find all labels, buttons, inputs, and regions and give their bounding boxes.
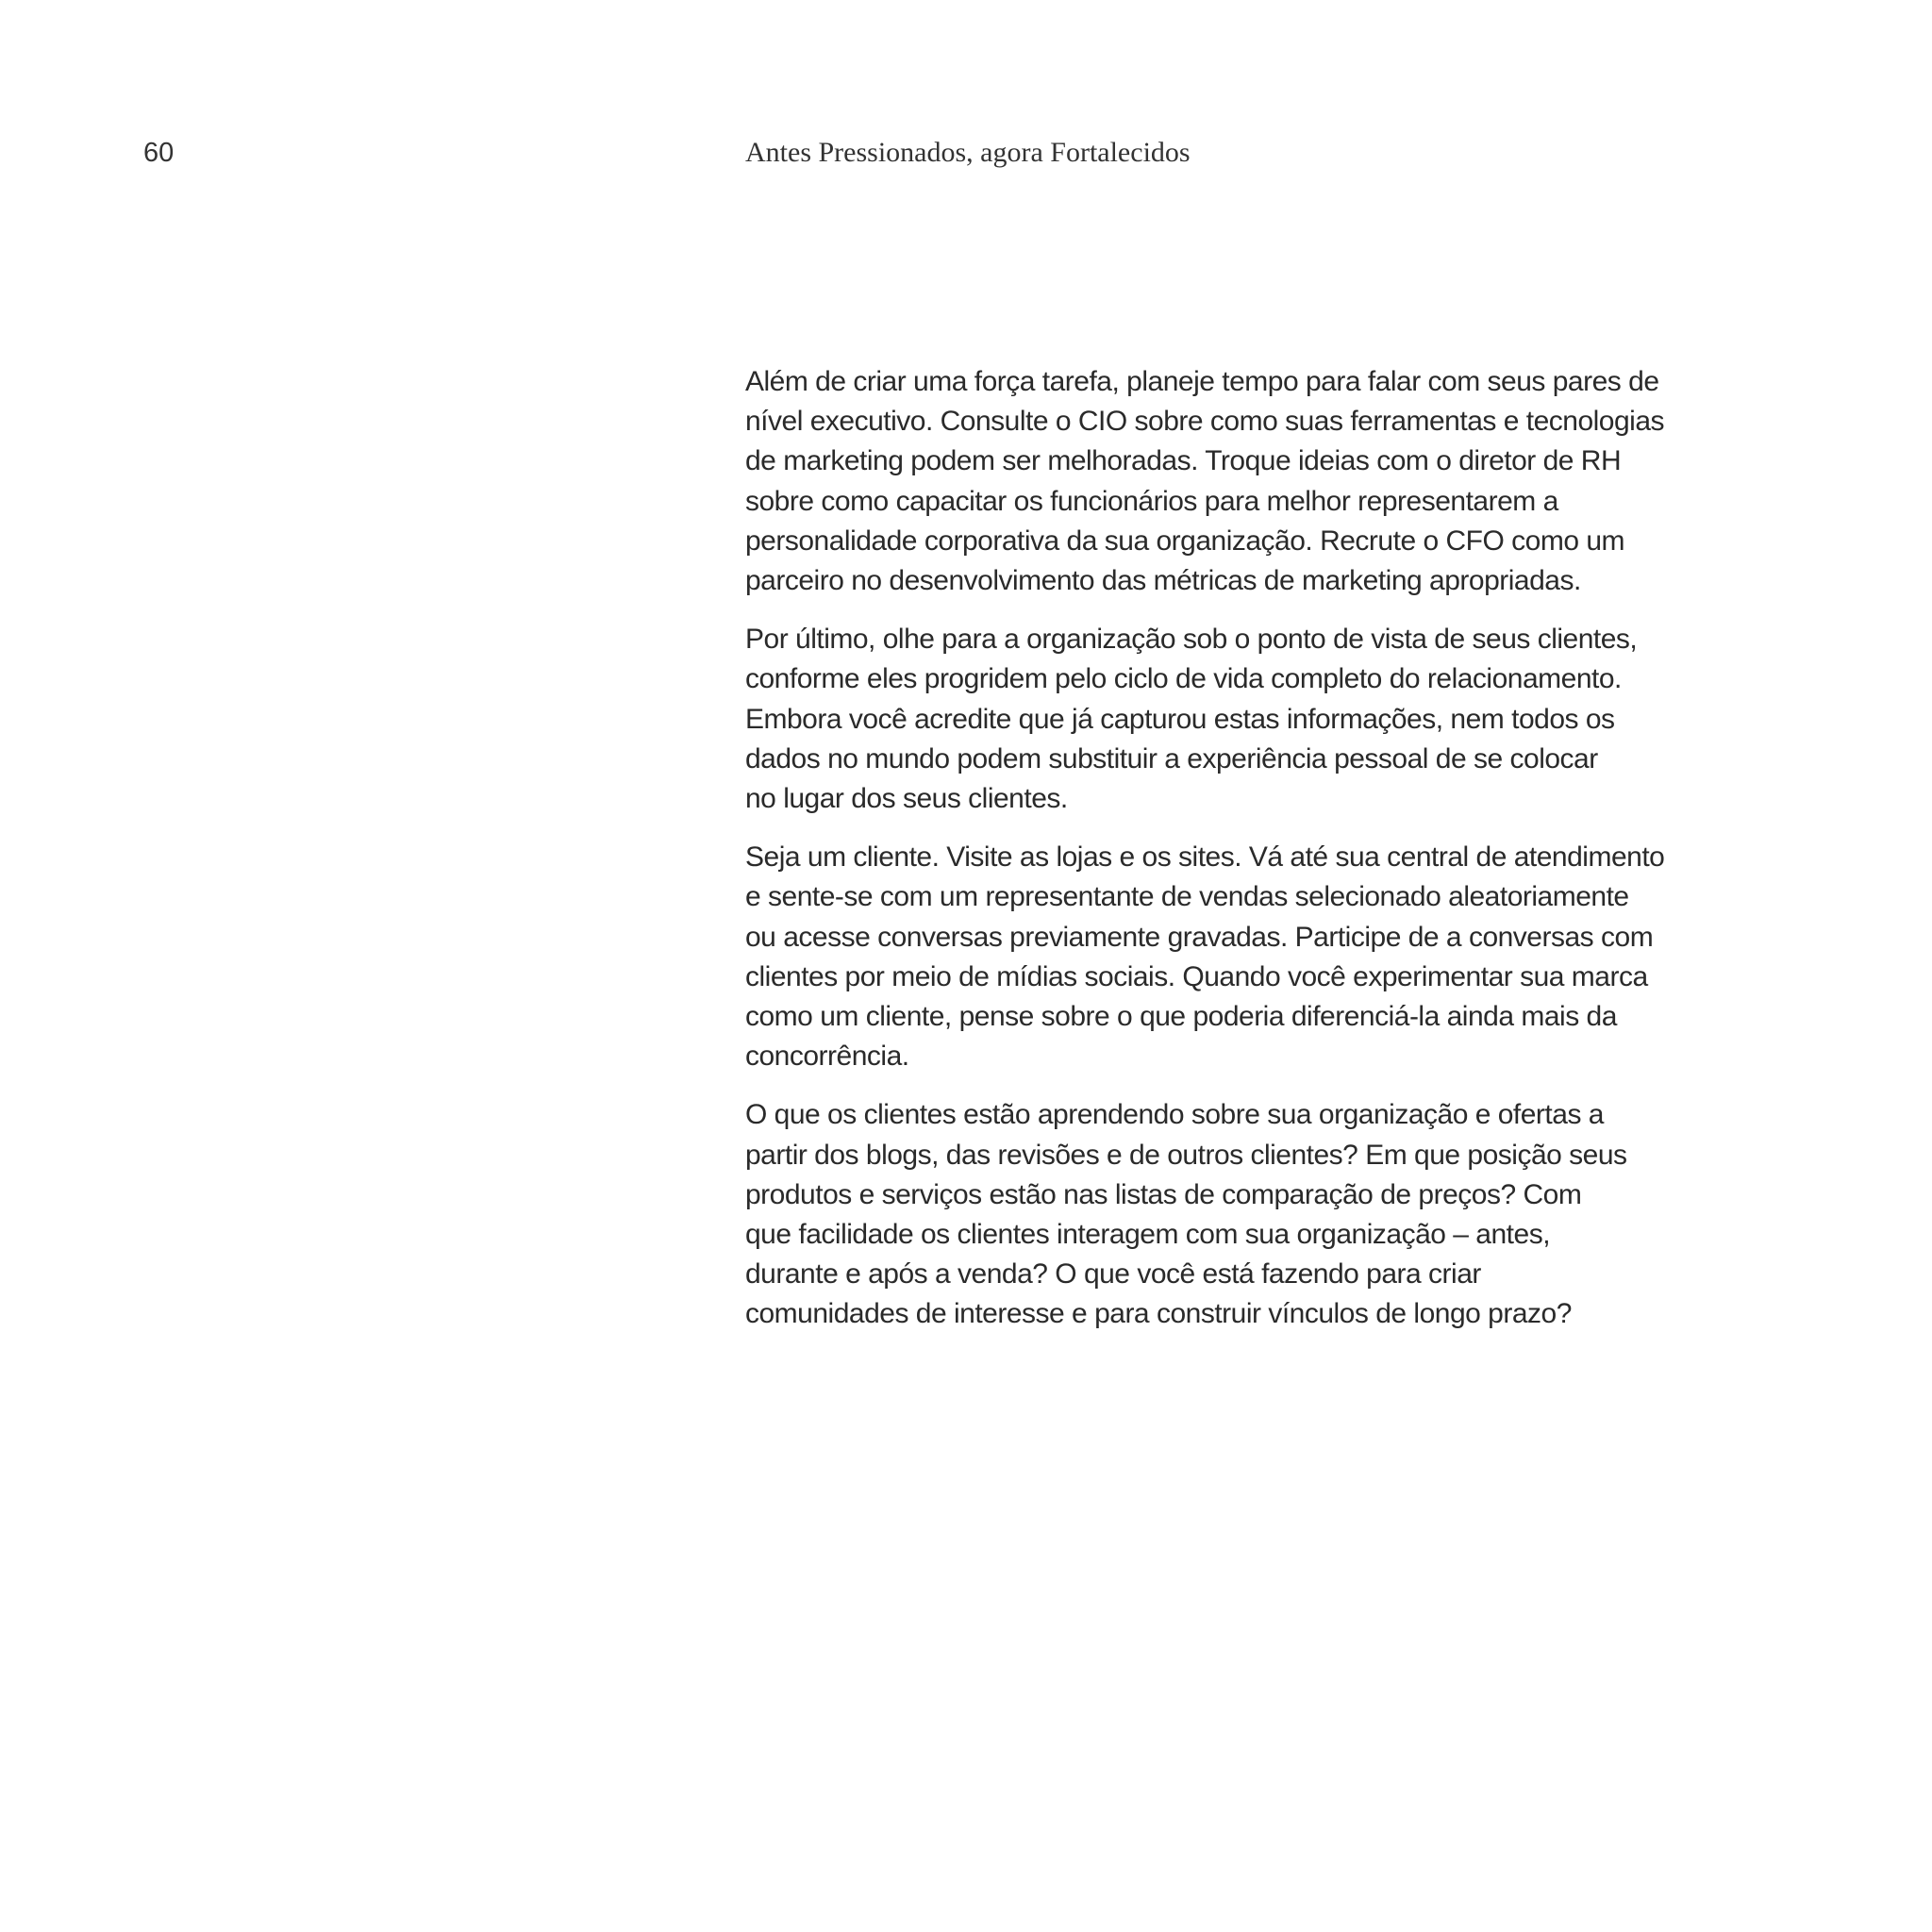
text-line: parceiro no desenvolvimento das métricas de marketing apropriadas. <box>745 565 1581 597</box>
text-line: nível executivo. Consulte o CIO sobre como suas ferramentas e tecnologias <box>745 406 1665 438</box>
text-line: como um cliente, pense sobre o que poderia diferenciá-la ainda mais da <box>745 1001 1617 1033</box>
text-line: concorrência. <box>745 1041 909 1073</box>
text-line: e sente-se com um representante de vendas selecionado aleatoriamente <box>745 881 1629 913</box>
paragraph-2 <box>745 620 1660 819</box>
text-line: comunidades de interesse e para construir vínculos de longo prazo? <box>745 1298 1572 1330</box>
text-line: conforme eles progridem pelo ciclo de vida completo do relacionamento. <box>745 663 1622 695</box>
body-text <box>745 362 1665 1354</box>
paragraph-4 <box>745 1095 1660 1334</box>
page-number: 60 <box>143 138 175 168</box>
text-line: personalidade corporativa da sua organização. Recrute o CFO como um <box>745 525 1625 557</box>
text-line: de marketing podem ser melhoradas. Troque ideias com o diretor de RH <box>745 445 1622 477</box>
text-line: durante e após a venda? O que você está fazendo para criar <box>745 1258 1481 1291</box>
text-line: dados no mundo podem substituir a experiência pessoal de se colocar <box>745 742 1598 774</box>
text-line: ou acesse conversas previamente gravadas. Participe de a conversas com <box>745 921 1654 953</box>
text-line: Embora você acredite que já capturou estas informações, nem todos os <box>745 703 1615 735</box>
text-line: Seja um cliente. Visite as lojas e os sites. Vá até sua central de atendimento <box>745 841 1665 874</box>
text-line: Além de criar uma força tarefa, planeje tempo para falar com seus pares de <box>745 366 1659 397</box>
text-line: Por último, olhe para a organização sob o ponto de vista de seus clientes, <box>745 624 1638 656</box>
text-line: clientes por meio de mídias sociais. Quando você experimentar sua marca <box>745 960 1648 992</box>
text-line: no lugar dos seus clientes. <box>745 783 1068 815</box>
text-line: sobre como capacitar os funcionários para melhor representarem a <box>745 485 1558 517</box>
text-line: que facilidade os clientes interagem com sua organização – antes, <box>745 1219 1551 1251</box>
paragraph-1 <box>745 362 1665 601</box>
text-line: partir dos blogs, das revisões e de outros clientes? Em que posição seus <box>745 1139 1627 1171</box>
text-line: O que os clientes estão aprendendo sobre sua organização e ofertas a <box>745 1099 1604 1131</box>
text-line: produtos e serviços estão nas listas de comparação de preços? Com <box>745 1178 1582 1210</box>
running-title: Antes Pressionados, agora Fortalecidos <box>745 137 1191 168</box>
paragraph-3 <box>745 838 1665 1076</box>
